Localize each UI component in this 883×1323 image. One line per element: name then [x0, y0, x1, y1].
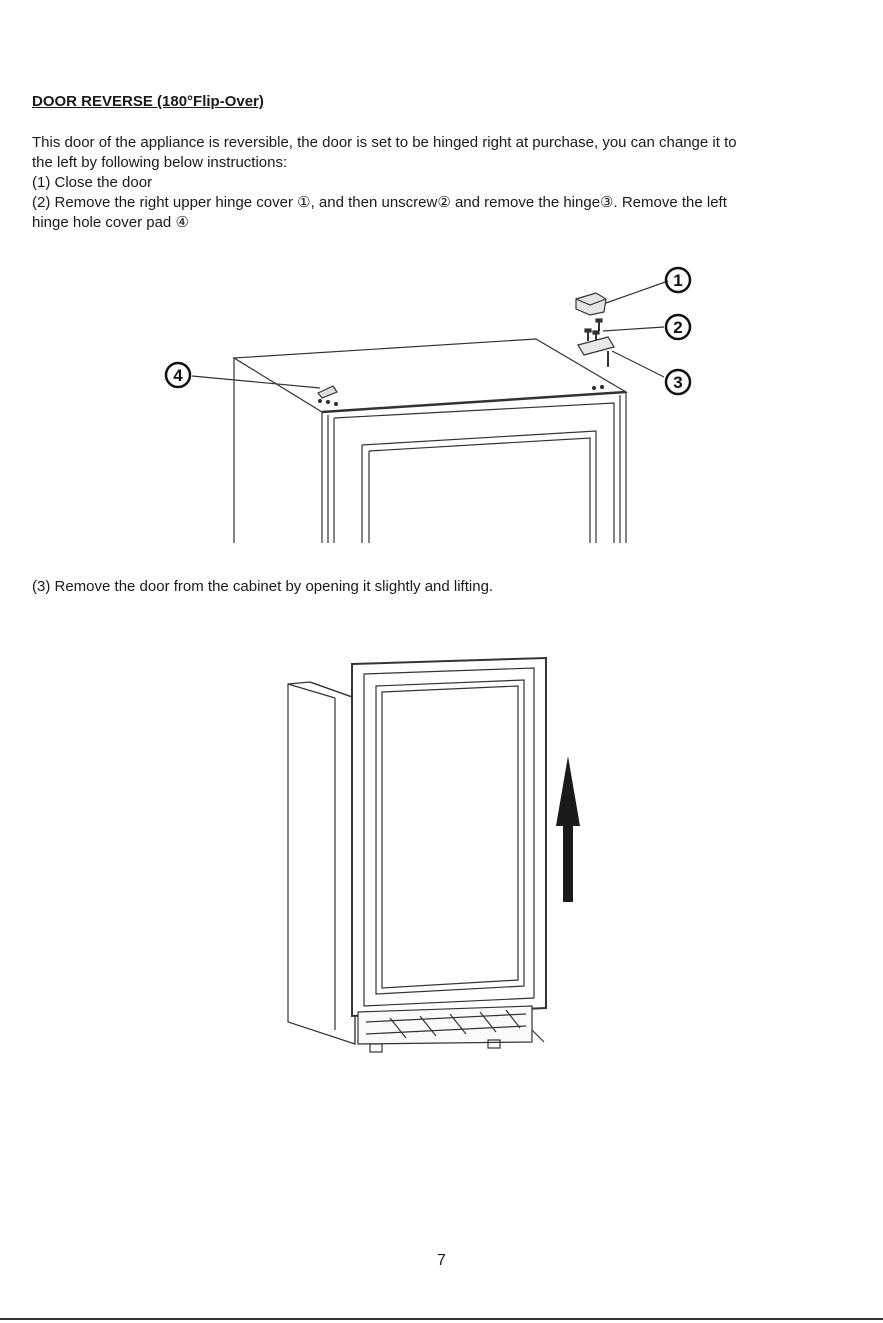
step-1: (1) Close the door: [32, 174, 153, 191]
page-number: 7: [437, 1252, 446, 1269]
section-heading: DOOR REVERSE (180°Flip-Over): [32, 93, 264, 110]
callout-2: 2: [673, 318, 683, 337]
callout-4: 4: [173, 366, 183, 385]
intro-line: the left by following below instructions:: [32, 154, 288, 171]
step-2-continued: hinge hole cover pad ④: [32, 214, 189, 231]
step-3: (3) Remove the door from the cabinet by opening it slightly and lifting.: [32, 578, 494, 595]
intro-line: This door of the appliance is reversible, the door is set to be hinged right at purchase, you can change it to: [32, 134, 737, 151]
door-lift-figure: [280, 650, 600, 1060]
step-2: (2) Remove the right upper hinge cover ①, and then unscrew② and remove the hinge③. Remove the left: [32, 194, 727, 211]
callout-1: 1: [673, 271, 683, 290]
instructions-paragraph: [32, 133, 862, 233]
callout-3: 3: [673, 373, 683, 392]
footer-rule: [0, 1318, 883, 1320]
hinge-removal-figure: [150, 255, 710, 545]
